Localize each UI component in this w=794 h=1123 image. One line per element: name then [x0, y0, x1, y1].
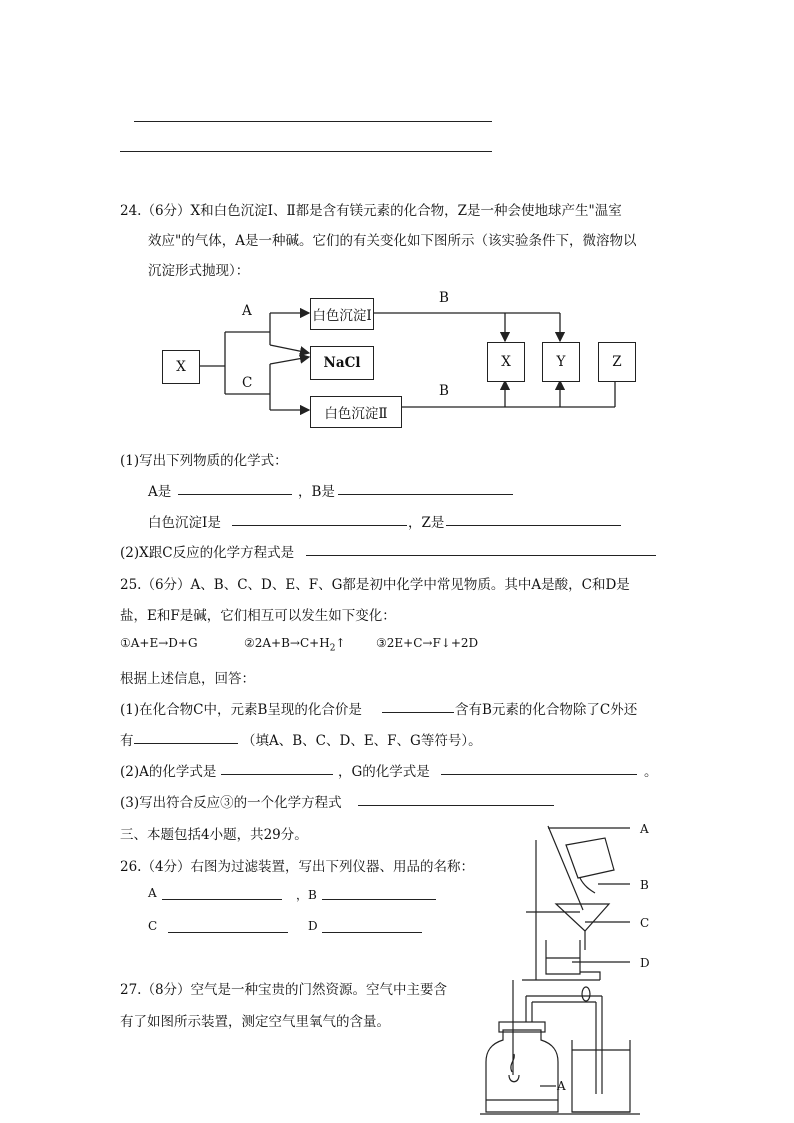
q25-part2a: (2)A的化学式是: [120, 764, 217, 780]
q26-a-label: A: [148, 886, 157, 900]
q25-part1a: (1)在化合物C中，元素B呈现的化合价是: [120, 702, 362, 718]
q27-line1: 27.（8分）空气是一种宝贵的门然资源。空气中主要含: [120, 982, 448, 998]
node-z: Z: [598, 342, 636, 382]
q24-part1: (1)写出下列物质的化学式：: [120, 453, 288, 469]
q26-d-label: D: [308, 919, 318, 933]
q25-part2b: ，G的化学式是: [338, 764, 430, 780]
q24-part2: (2)X跟C反应的化学方程式是: [120, 545, 295, 561]
node-x: X: [162, 350, 200, 384]
node-precipitate-1: 白色沉淀Ⅰ: [310, 298, 374, 330]
q27-line2: 有了如图所示装置，测定空气里氧气的含量。: [120, 1014, 390, 1030]
q25-part1d: （填A、B、C、D、E、F、G等符号）。: [242, 733, 482, 749]
node-nacl: NaCl: [310, 346, 374, 380]
q26-b-label: ，B: [296, 888, 317, 902]
fig-label-c: C: [640, 916, 650, 930]
fig-label-d: D: [640, 956, 650, 970]
label-b-bottom: B: [439, 383, 449, 399]
q24-line3: 沉淀形式抛现）：: [148, 263, 250, 279]
q25-part2c: 。: [644, 764, 658, 780]
fig-label-b: B: [640, 878, 649, 892]
reaction-2: $②2A+B\to C+H_2↑$: [244, 636, 346, 654]
fig-label-a: A: [640, 822, 649, 836]
reaction-1: ①A+E→D+G: [120, 636, 198, 650]
q26-c-label: C: [148, 919, 158, 933]
fig2-label-a: A: [557, 1079, 566, 1093]
label-b-top: B: [439, 290, 449, 306]
q25-lead: 根据上述信息，回答：: [120, 671, 255, 687]
label-a: A: [242, 303, 252, 319]
q24-z-label: ，Z是: [408, 515, 445, 531]
q25-part3: (3)写出符合反应③的一个化学方程式: [120, 795, 342, 811]
label-c: C: [242, 375, 253, 391]
q24-a-label: A是: [148, 484, 172, 500]
q24-line1: 24.（6分）X和白色沉淀Ⅰ、Ⅱ都是含有镁元素的化合物，Z是一种会使地球产生"温室: [120, 203, 622, 219]
q25-line1: 25.（6分）A、B、C、D、E、F、G都是初中化学中常见物质。其中A是酸，C和D是: [120, 577, 630, 593]
q25-part1b: 含有B元素的化合物除了C外还: [455, 702, 638, 718]
reaction-3: ③2E+C→F↓+2D: [376, 636, 479, 650]
q25-line2: 盐，E和F是碱，它们相互可以发生如下变化：: [120, 608, 396, 624]
q25-part1c: 有: [120, 733, 134, 749]
q26-line1: 26.（4分）右图为过滤装置，写出下列仪器、用品的名称：: [120, 859, 475, 875]
q24-line2: 效应"的气体，A是一种碱。它们的有关变化如下图所示（该实验条件下，微溶物以: [148, 233, 637, 249]
node-y: Y: [542, 342, 580, 382]
section-heading: 三、本题包括4小题，共29分。: [120, 827, 308, 843]
q24-ppt-label: 白色沉淀Ⅰ是: [148, 515, 221, 531]
node-x-product: X: [487, 342, 525, 382]
q24-b-label: ，B是: [298, 484, 335, 500]
node-precipitate-2: 白色沉淀Ⅱ: [310, 396, 402, 428]
